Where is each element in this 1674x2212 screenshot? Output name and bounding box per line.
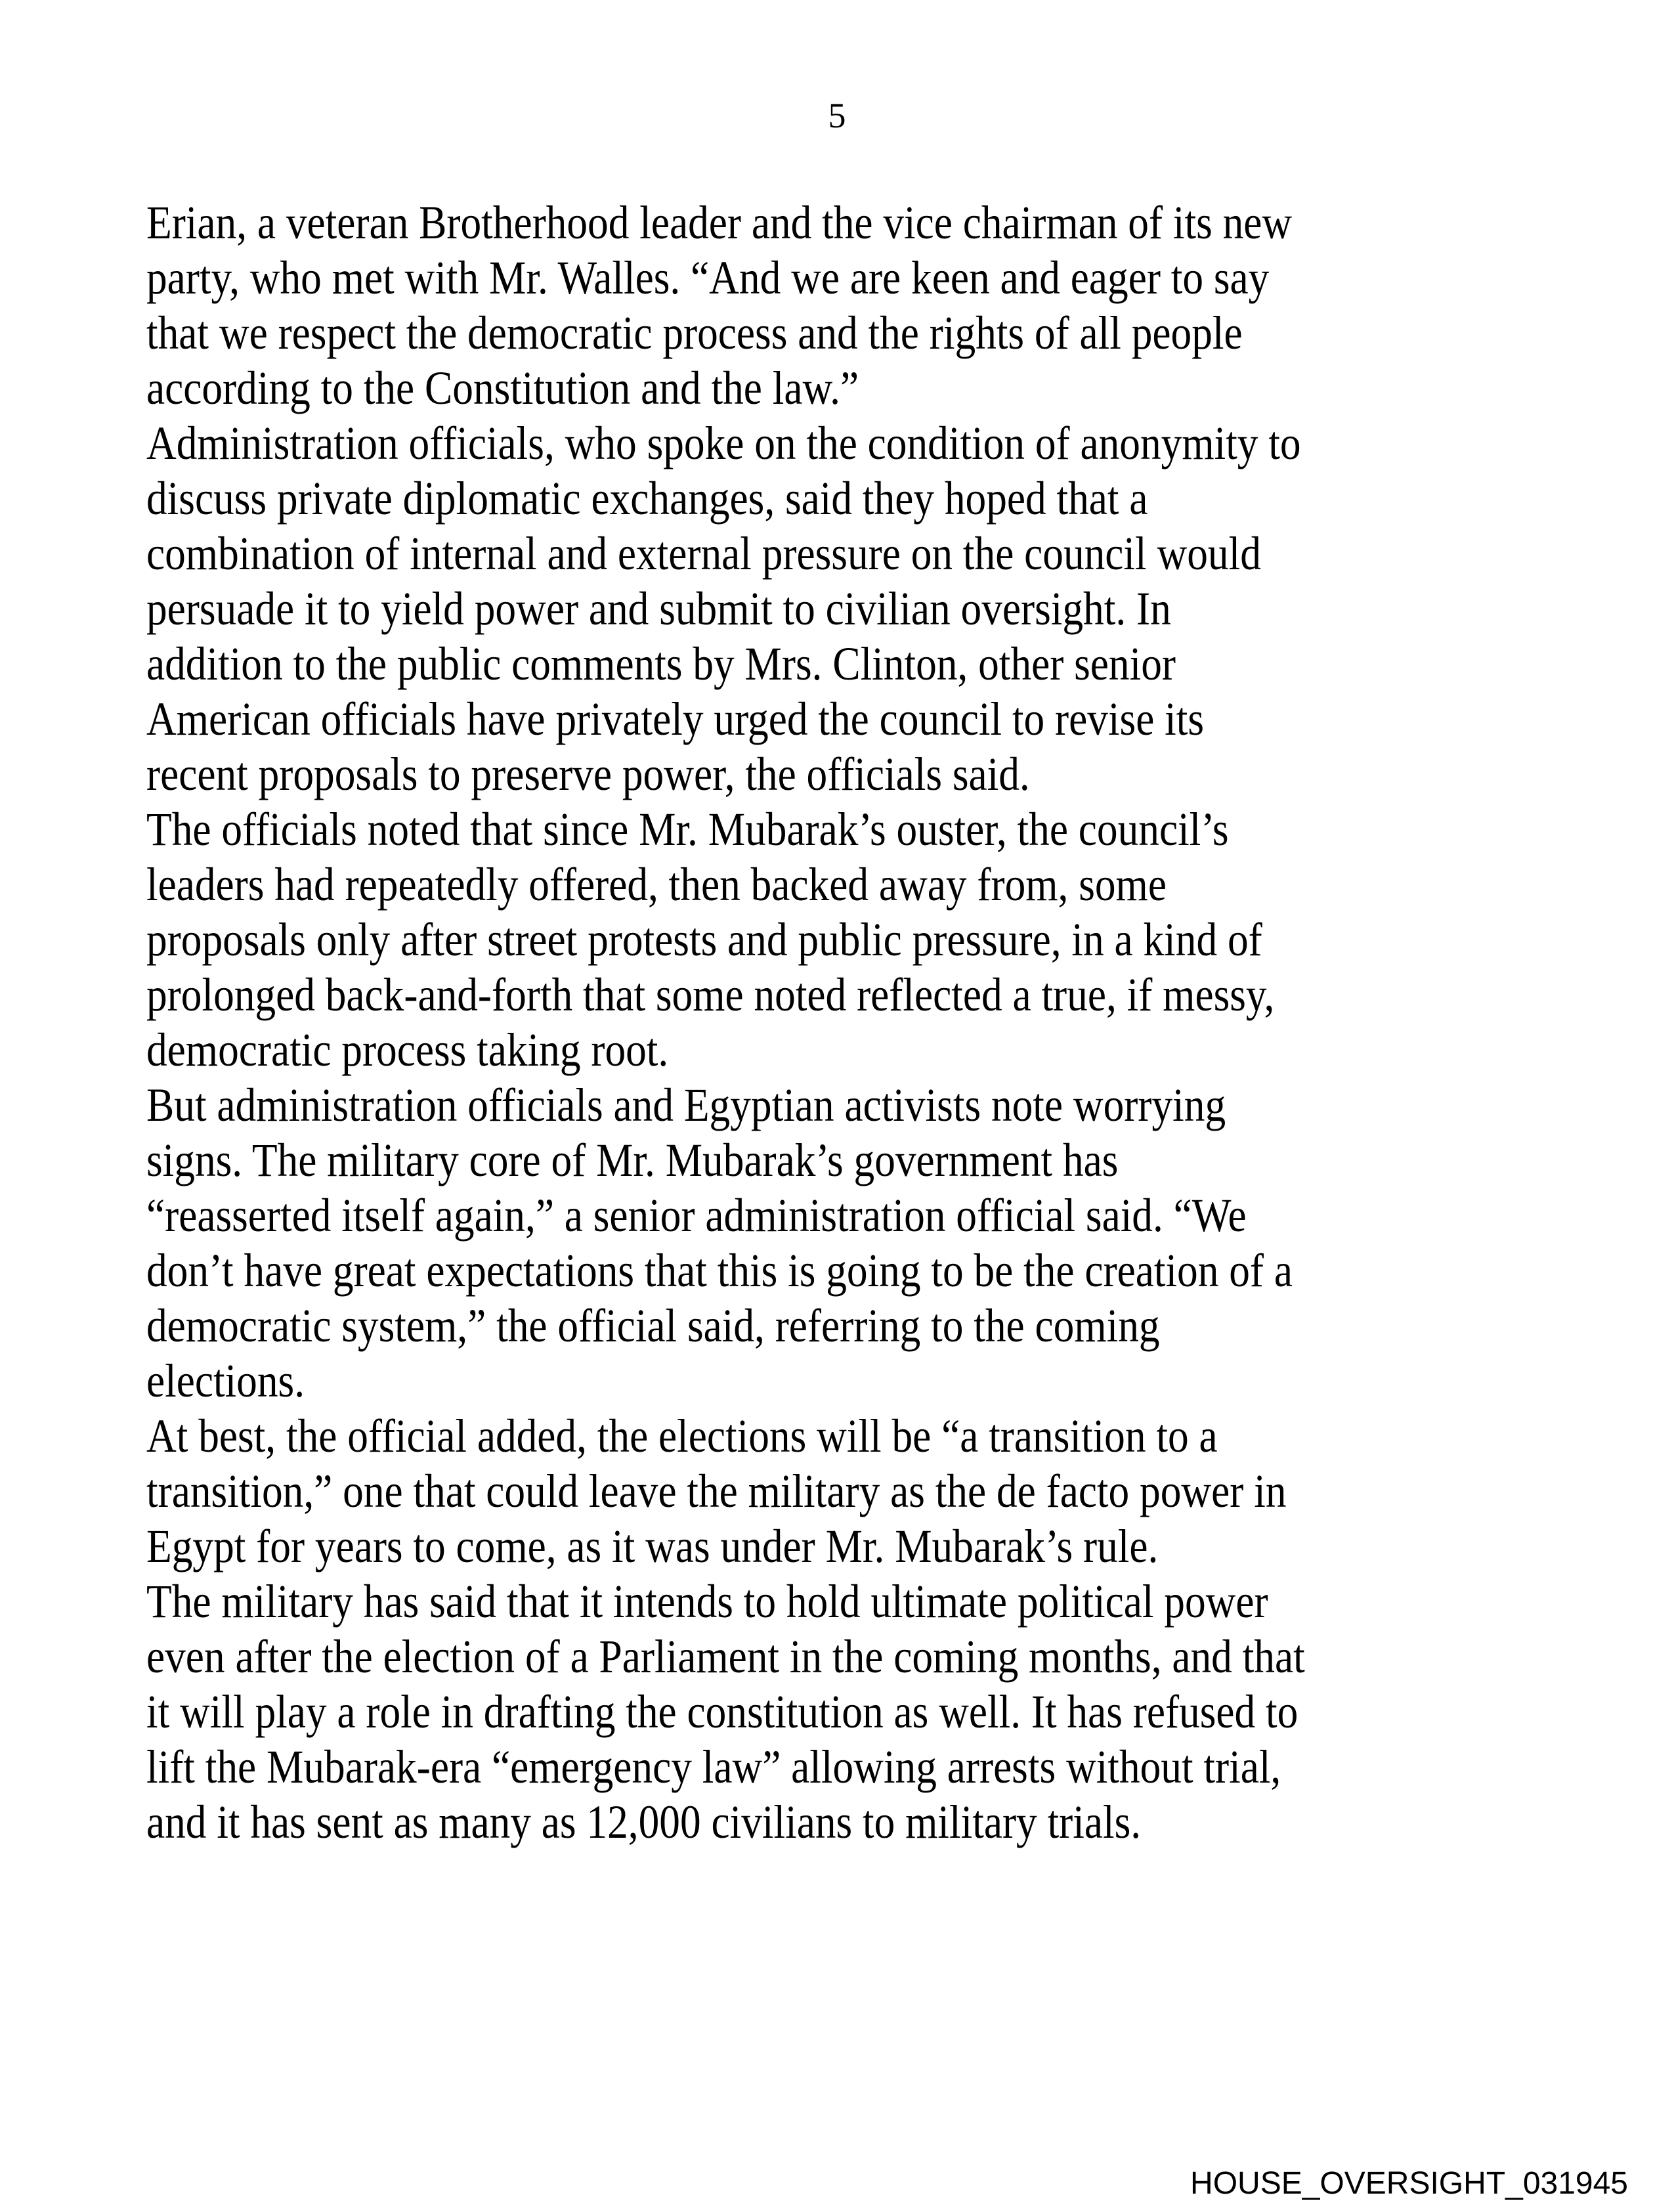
text-line: democratic system,” the official said, referring to the coming xyxy=(146,1299,1160,1352)
text-line: proposals only after street protests and public pressure, in a kind of xyxy=(146,913,1262,966)
paragraph xyxy=(146,1408,1535,1574)
text-line: Administration officials, who spoke on the condition of anonymity to xyxy=(146,417,1301,469)
text-line: lift the Mubarak-era “emergency law” allowing arrests without trial, xyxy=(146,1741,1281,1793)
text-line: The officials noted that since Mr. Mubarak’s ouster, the council’s xyxy=(146,803,1229,856)
paragraph xyxy=(146,802,1535,1077)
text-line: signs. The military core of Mr. Mubarak’s government has xyxy=(146,1134,1119,1186)
page-number: 5 xyxy=(828,96,846,135)
text-line: elections. xyxy=(146,1355,305,1407)
bates-stamp: HOUSE_OVERSIGHT_031945 xyxy=(1190,2166,1628,2201)
text-line: persuade it to yield power and submit to civilian oversight. In xyxy=(146,582,1171,635)
paragraph xyxy=(146,416,1535,802)
text-line: transition,” one that could leave the military as the de facto power in xyxy=(146,1465,1287,1517)
text-line: according to the Constitution and the law.” xyxy=(146,362,859,414)
document-body xyxy=(146,195,1535,1850)
text-line: that we respect the democratic process and the rights of all people xyxy=(146,307,1243,359)
text-line: addition to the public comments by Mrs. Clinton, other senior xyxy=(146,638,1176,690)
text-line: American officials have privately urged the council to revise its xyxy=(146,693,1205,745)
text-line: Erian, a veteran Brotherhood leader and the vice chairman of its new xyxy=(146,196,1293,249)
text-line: don’t have great expectations that this is going to be the creation of a xyxy=(146,1244,1293,1297)
text-line: “reasserted itself again,” a senior administration official said. “We xyxy=(146,1189,1247,1242)
text-line: even after the election of a Parliament in the coming months, and that xyxy=(146,1630,1305,1683)
text-line: leaders had repeatedly offered, then backed away from, some xyxy=(146,858,1167,911)
paragraph xyxy=(146,195,1535,416)
text-line: party, who met with Mr. Walles. “And we are keen and eager to say xyxy=(146,251,1270,304)
paragraph xyxy=(146,1574,1535,1850)
text-line: Egypt for years to come, as it was under Mr. Mubarak’s rule. xyxy=(146,1520,1159,1572)
text-line: combination of internal and external pressure on the council would xyxy=(146,527,1261,580)
text-line: But administration officials and Egyptian activists note worrying xyxy=(146,1079,1226,1131)
paragraph xyxy=(146,1077,1535,1408)
text-line: The military has said that it intends to hold ultimate political power xyxy=(146,1575,1268,1628)
text-line: and it has sent as many as 12,000 civilians to military trials. xyxy=(146,1796,1142,1848)
text-line: recent proposals to preserve power, the officials said. xyxy=(146,748,1030,800)
text-line: it will play a role in drafting the constitution as well. It has refused to xyxy=(146,1685,1298,1738)
text-line: democratic process taking root. xyxy=(146,1024,669,1076)
text-line: At best, the official added, the elections will be “a transition to a xyxy=(146,1410,1218,1462)
text-line: discuss private diplomatic exchanges, said they hoped that a xyxy=(146,472,1148,525)
text-line: prolonged back-and-forth that some noted reflected a true, if messy, xyxy=(146,968,1275,1021)
